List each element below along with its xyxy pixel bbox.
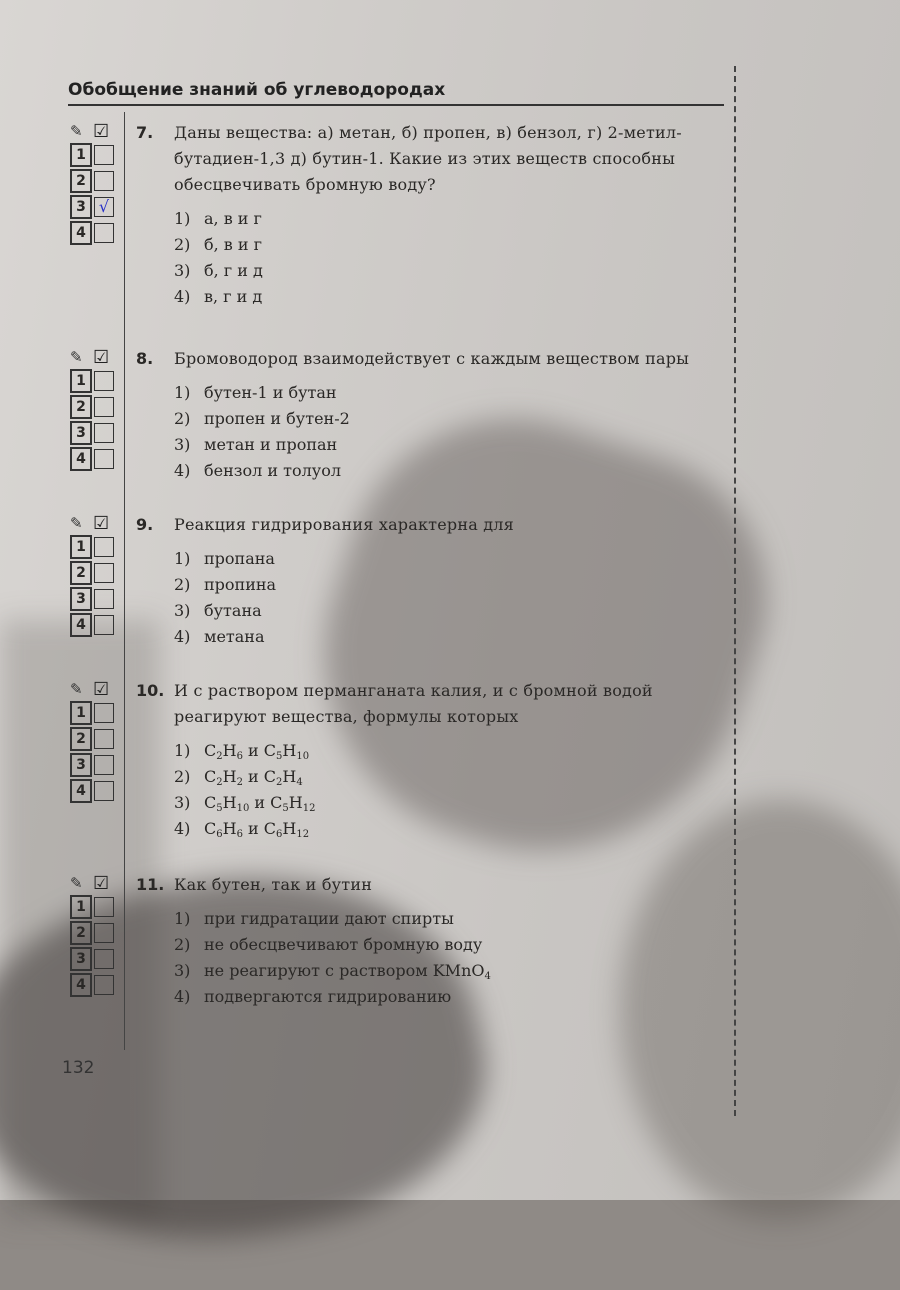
answer-option: 1) пропана xyxy=(174,549,275,568)
answer-checkbox[interactable] xyxy=(94,975,114,995)
question-number: 10. xyxy=(136,681,165,700)
question-number: 7. xyxy=(136,123,154,142)
answer-option: 2) б, в и г xyxy=(174,235,263,254)
answer-checkbox[interactable] xyxy=(94,171,114,191)
answer-box-q11: ✎ ☑ 1 2 3 4 xyxy=(70,872,120,998)
checkbox-check-icon: ☑ xyxy=(93,512,110,534)
answer-checkbox[interactable] xyxy=(94,897,114,917)
answer-box-q10: ✎ ☑ 1 2 3 4 xyxy=(70,678,120,804)
question-text: И с раствором перманганата калия, и с бромной водой реагируют вещества, формулы которых xyxy=(174,681,653,726)
answer-option: 2) $C_2H_2$ и $C_2H_4$ xyxy=(174,767,303,788)
question-text: Бромоводород взаимодействует с каждым веществом пары xyxy=(174,349,690,368)
checkbox-check-icon: ☑ xyxy=(93,678,110,700)
answer-option: 2) пропен и бутен-2 xyxy=(174,409,350,428)
answer-option: 1) при гидратации дают спирты xyxy=(174,909,454,928)
question-text: Реакция гидрирования характерна для xyxy=(174,515,514,534)
checkbox-check-icon: ☑ xyxy=(93,346,110,368)
question-9 xyxy=(136,512,728,650)
page-header: Обобщение знаний об углеводородах xyxy=(68,80,724,106)
answer-option: 3) метан и пропан xyxy=(174,435,338,454)
answer-checkbox[interactable] xyxy=(94,781,114,801)
answer-box-q8: ✎ ☑ 1 2 3 4 xyxy=(70,346,120,472)
question-text: Даны вещества: а) метан, б) пропен, в) бензол, г) 2-метил-бутадиен-1,3 д) бутин-1. Какие из этих веществ способны обесцвечивать бромную воду? xyxy=(174,123,682,194)
answer-checkbox[interactable] xyxy=(94,729,114,749)
answer-option: 1) $C_2H_6$ и $C_5H_{10}$ xyxy=(174,741,310,762)
answer-checkbox[interactable] xyxy=(94,449,114,469)
pencil-icon: ✎ xyxy=(70,514,83,532)
pencil-icon: ✎ xyxy=(70,874,83,892)
answer-checkbox[interactable] xyxy=(94,755,114,775)
question-7 xyxy=(136,120,728,310)
answer-option: 2) пропина xyxy=(174,575,277,594)
question-11 xyxy=(136,872,728,1010)
answer-checkbox[interactable] xyxy=(94,703,114,723)
answer-option: 2) не обесцвечивают бромную воду xyxy=(174,935,483,954)
pencil-icon: ✎ xyxy=(70,348,83,366)
answer-option: 3) $C_5H_{10}$ и $C_5H_{12}$ xyxy=(174,793,316,814)
answer-checkbox[interactable] xyxy=(94,537,114,557)
answer-option: 3) б, г и д xyxy=(174,261,263,280)
answer-checkbox[interactable] xyxy=(94,923,114,943)
answer-checkbox[interactable] xyxy=(94,563,114,583)
answer-checkbox[interactable] xyxy=(94,223,114,243)
margin-divider xyxy=(124,112,125,1050)
pencil-icon: ✎ xyxy=(70,122,83,140)
answer-option: 1) а, в и г xyxy=(174,209,262,228)
answer-checkbox[interactable] xyxy=(94,397,114,417)
answer-option: 3) не реагируют с раствором KMnO$_4$ xyxy=(174,961,491,982)
answer-checkbox[interactable] xyxy=(94,145,114,165)
answer-option: 4) $C_6H_6$ и $C_6H_{12}$ xyxy=(174,819,310,840)
answer-checkbox[interactable] xyxy=(94,949,114,969)
checkbox-check-icon: ☑ xyxy=(93,872,110,894)
question-number: 11. xyxy=(136,875,165,894)
answer-option: 4) бензол и толуол xyxy=(174,461,341,480)
question-number: 8. xyxy=(136,349,154,368)
answer-checkbox[interactable] xyxy=(94,371,114,391)
question-8 xyxy=(136,346,728,484)
pencil-icon: ✎ xyxy=(70,680,83,698)
cut-line xyxy=(734,66,736,1116)
page-number: 132 xyxy=(62,1058,95,1078)
answer-checkbox[interactable] xyxy=(94,423,114,443)
answer-option: 4) подвергаются гидрированию xyxy=(174,987,452,1006)
question-number: 9. xyxy=(136,515,154,534)
answer-checkbox[interactable] xyxy=(94,615,114,635)
checkbox-check-icon: ☑ xyxy=(93,120,110,142)
answer-checkbox-marked[interactable]: √ xyxy=(94,197,114,217)
answer-box-q9: ✎ ☑ 1 2 3 4 xyxy=(70,512,120,638)
answer-option: 3) бутана xyxy=(174,601,262,620)
answer-option: 4) метана xyxy=(174,627,265,646)
question-text: Как бутен, так и бутин xyxy=(174,875,373,894)
answer-option: 1) бутен-1 и бутан xyxy=(174,383,337,402)
answer-box-q7: ✎ ☑ 1 2 3 √ 4 xyxy=(70,120,120,246)
question-10 xyxy=(136,678,728,842)
answer-option: 4) в, г и д xyxy=(174,287,263,306)
answer-checkbox[interactable] xyxy=(94,589,114,609)
